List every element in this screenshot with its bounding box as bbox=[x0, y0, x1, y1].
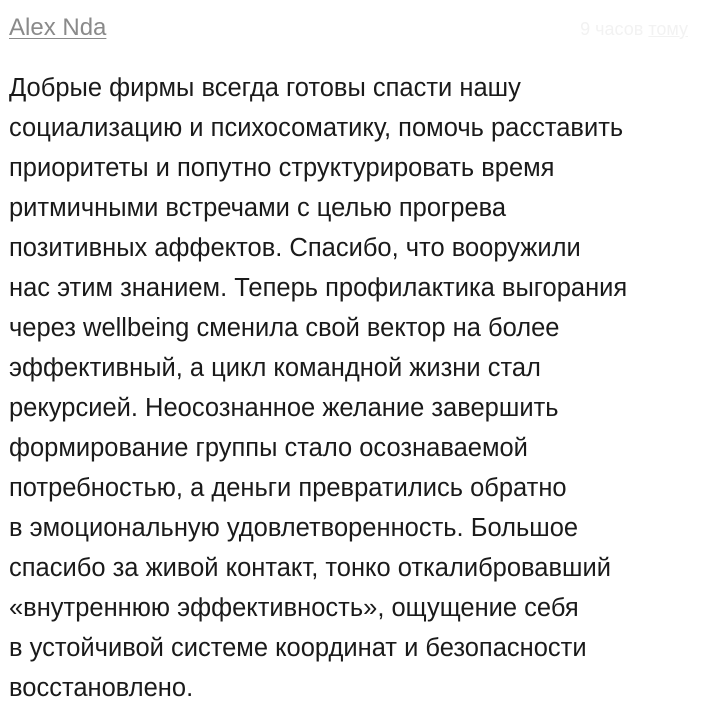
comment-line: в эмоциональную удовлетворенность. Большое bbox=[9, 514, 579, 542]
comment-line: спасибо за живой контакт, тонко откалибровавший bbox=[9, 554, 611, 582]
comment-line: формирование группы стало осознаваемой bbox=[9, 434, 528, 462]
comment-line: эффективный, а цикл командной жизни стал bbox=[9, 354, 541, 382]
comment-meta bbox=[580, 17, 688, 41]
comment-line: в устойчивой системе координат и безопасности bbox=[9, 634, 587, 662]
comment-line: Добрые фирмы всегда готовы спасти нашу bbox=[9, 74, 521, 102]
comment-line: приоритеты и попутно структурировать время bbox=[9, 154, 555, 182]
comment-meta-link[interactable]: тому bbox=[648, 19, 688, 39]
comment-body bbox=[9, 68, 694, 708]
comment-header bbox=[9, 10, 694, 50]
comment-line: нас этим знанием. Теперь профилактика выгорания bbox=[9, 274, 628, 302]
comment-line: рекурсией. Неосознанное желание завершить bbox=[9, 394, 559, 422]
comment-line: восстановлено. bbox=[9, 674, 194, 702]
comment-line: потребностью, а деньги превратились обратно bbox=[9, 474, 567, 502]
author-link[interactable]: Alex Nda bbox=[9, 14, 107, 41]
comment-line: позитивных аффектов. Спасибо, что вооружили bbox=[9, 234, 581, 262]
comment bbox=[9, 10, 694, 708]
comment-line: «внутреннюю эффективность», ощущение себя bbox=[9, 594, 579, 622]
comment-line: ритмичными встречами с целью прогрева bbox=[9, 194, 507, 222]
comment-line: через wellbeing сменила свой вектор на более bbox=[9, 314, 560, 342]
comment-line: социализацию и психосоматику, помочь расставить bbox=[9, 114, 624, 142]
comment-time: 9 часов bbox=[580, 19, 644, 39]
